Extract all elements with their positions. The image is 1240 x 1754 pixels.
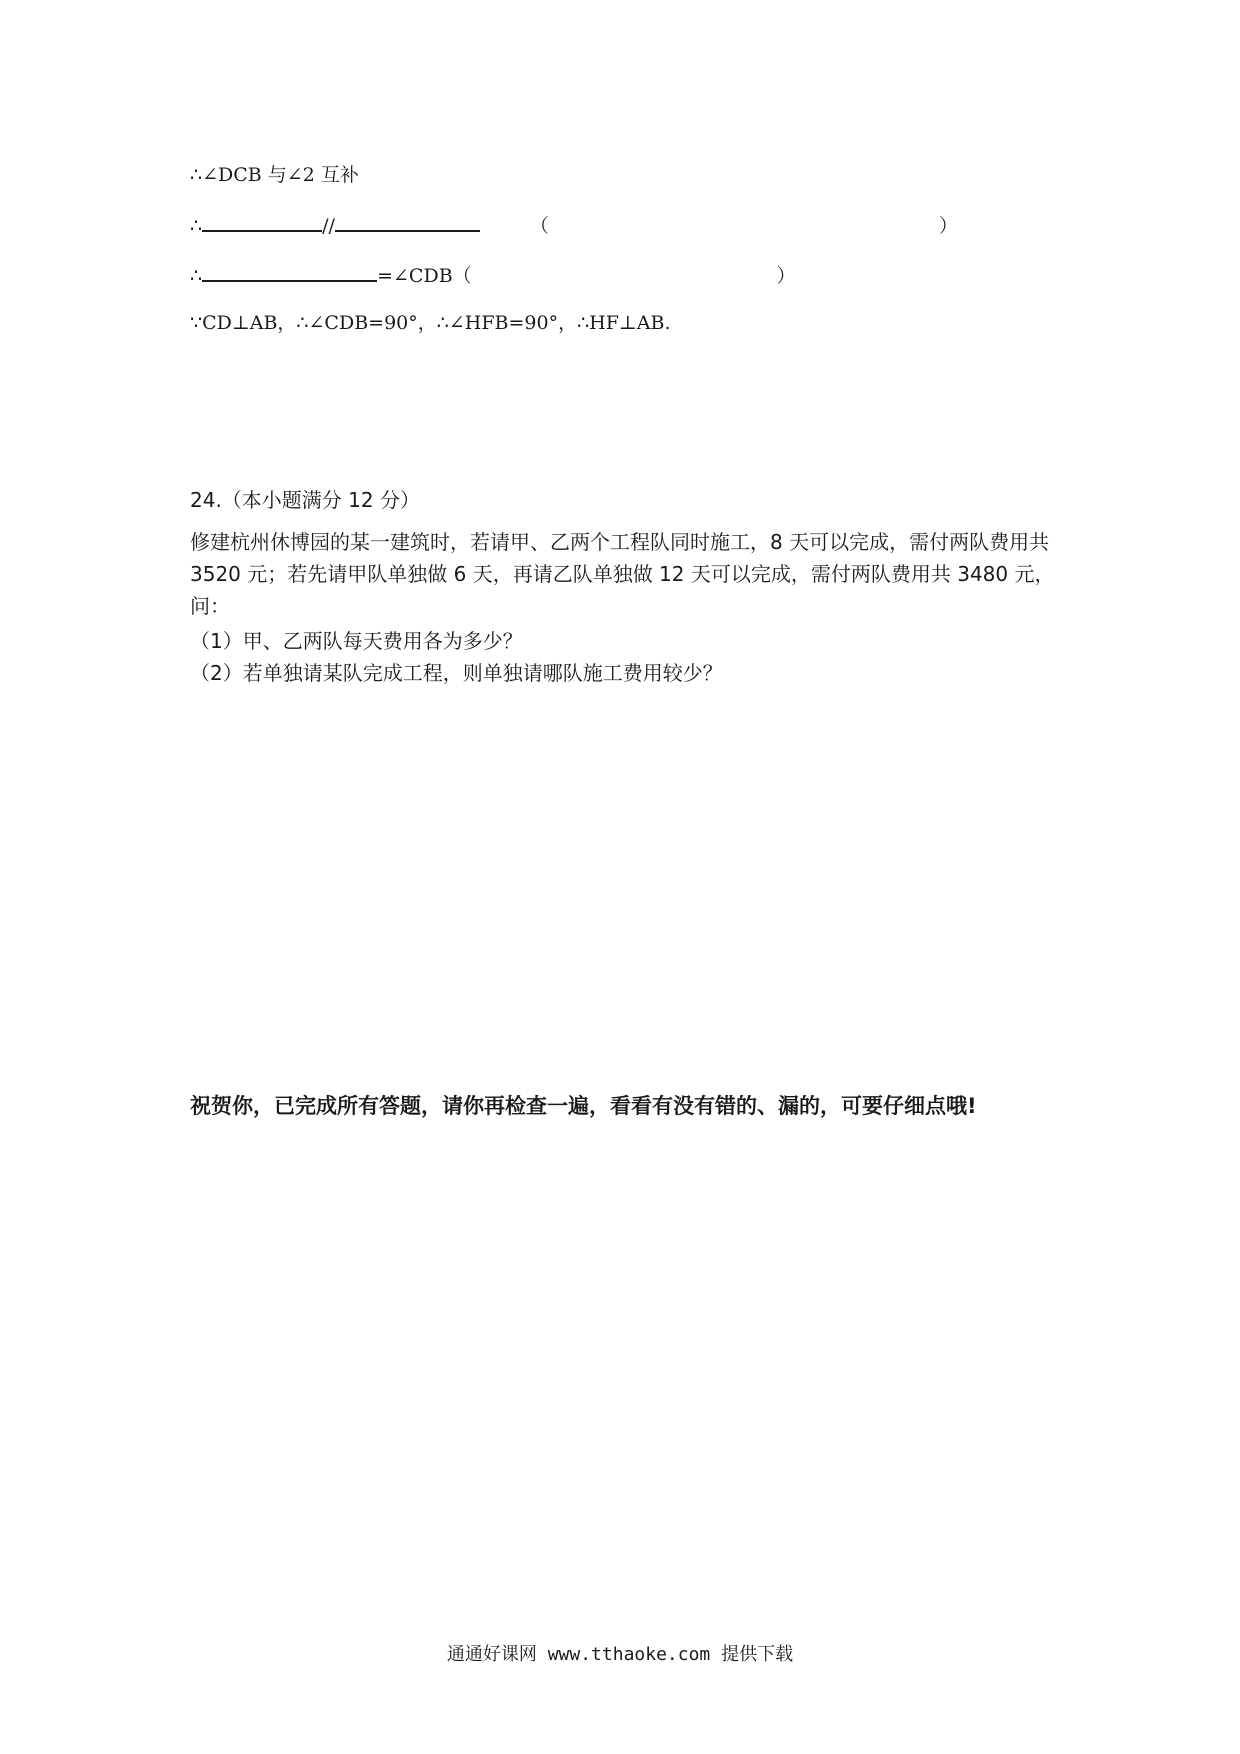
proof-line-1 [190, 166, 359, 185]
reason-close-paren: ） [938, 215, 958, 237]
question-24-header [190, 484, 1070, 516]
question-24-text: 修建杭州休博园的某一建筑时，若请甲、乙两个工程队同时施工，8 天可以完成，需付两队费用共 3520 元；若先请甲队单独做 6 天，再请乙队单独做 12 天可以完成，需付两队费用共 3480 元，问： [190, 530, 1055, 618]
reason-open-paren: （ [529, 215, 549, 237]
parallel-symbol: // [322, 215, 335, 237]
fill-blank-1[interactable] [202, 214, 322, 232]
closing-message-text: 祝贺你，已完成所有答题，请你再检查一遍，看看有没有错的、漏的，可要仔细点哦! [190, 1094, 977, 1118]
reason-close-paren: ） [776, 265, 796, 287]
proof-line-3-suffix: =∠CDB（ [377, 265, 472, 287]
proof-line-3 [190, 264, 796, 286]
proof-line-2 [190, 214, 958, 236]
fill-blank-2[interactable] [335, 214, 480, 232]
proof-line-4 [190, 314, 671, 333]
question-24-body [190, 526, 1070, 622]
proof-line-4-text: ∵CD⊥AB，∴∠CDB=90°，∴∠HFB=90°，∴HF⊥AB. [190, 312, 671, 334]
fill-blank-3[interactable] [202, 264, 377, 282]
proof-line-1-text: ∴∠DCB 与∠2 互补 [190, 164, 359, 186]
footer-text: 通通好课网 www.tthaoke.com 提供下载 [446, 1644, 794, 1665]
question-24-title: 24.（本小题满分 12 分） [190, 488, 420, 512]
question-24-sub-1 [190, 625, 1070, 657]
question-24-sub-2 [190, 657, 1070, 689]
closing-message [190, 1090, 977, 1120]
therefore-symbol: ∴ [190, 265, 203, 287]
sub-question-2-text: （2）若单独请某队完成工程，则单独请哪队施工费用较少？ [190, 661, 723, 685]
therefore-symbol: ∴ [190, 215, 203, 237]
sub-question-1-text: （1）甲、乙两队每天费用各为多少？ [190, 629, 523, 653]
page-footer [0, 1640, 1240, 1666]
